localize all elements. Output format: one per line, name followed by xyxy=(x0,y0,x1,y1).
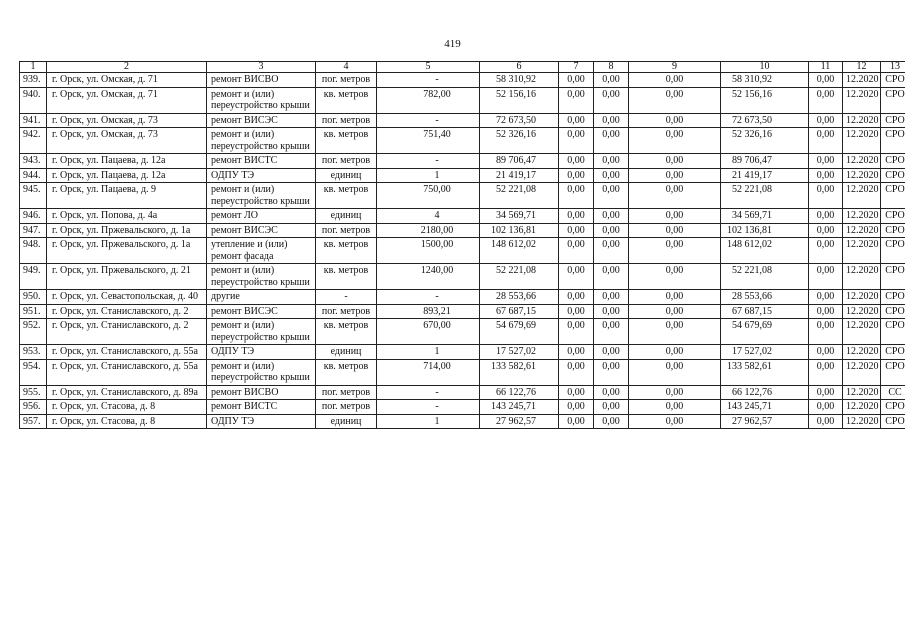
table-cell: г. Орск, ул. Пацаева, д. 9 xyxy=(47,183,207,209)
table-cell: 0,00 xyxy=(559,154,594,169)
table-cell: другие xyxy=(207,290,316,305)
table-cell: 0,00 xyxy=(594,264,629,290)
table-cell: ремонт ВИСЭС xyxy=(207,304,316,319)
table-cell: г. Орск, ул. Станиславского, д. 89а xyxy=(47,385,207,400)
table-cell: 0,00 xyxy=(629,223,721,238)
table-cell: г. Орск, ул. Омская, д. 71 xyxy=(47,73,207,88)
table-cell: пог. метров xyxy=(316,385,377,400)
table-row xyxy=(20,414,905,429)
table-cell: 957. xyxy=(20,414,47,429)
table-cell: 955. xyxy=(20,385,47,400)
table-cell: кв. метров xyxy=(316,359,377,385)
table-cell: 1 xyxy=(377,345,480,360)
table-cell: 12.2020 xyxy=(843,400,881,415)
table-cell: 0,00 xyxy=(809,128,843,154)
header-cell: 7 xyxy=(559,62,594,73)
table-cell: 0,00 xyxy=(594,209,629,224)
table-cell: 52 221,08 xyxy=(480,183,559,209)
table-cell: 12.2020 xyxy=(843,87,881,113)
table-cell: единиц xyxy=(316,345,377,360)
header-cell: 8 xyxy=(594,62,629,73)
table-cell: 0,00 xyxy=(629,183,721,209)
table-cell: 52 326,16 xyxy=(480,128,559,154)
table-cell: 0,00 xyxy=(629,264,721,290)
table-cell: 72 673,50 xyxy=(480,113,559,128)
table-cell: 945. xyxy=(20,183,47,209)
table-row xyxy=(20,128,905,154)
table-cell: СРО xyxy=(881,345,905,360)
table-cell: 12.2020 xyxy=(843,128,881,154)
table-cell: 0,00 xyxy=(559,359,594,385)
table-cell: 943. xyxy=(20,154,47,169)
table-cell: 0,00 xyxy=(629,209,721,224)
header-cell: 4 xyxy=(316,62,377,73)
table-cell: - xyxy=(377,113,480,128)
table-cell: 21 419,17 xyxy=(480,168,559,183)
table-cell: 12.2020 xyxy=(843,154,881,169)
table-cell: 0,00 xyxy=(809,73,843,88)
table-cell: 0,00 xyxy=(559,87,594,113)
table-cell: единиц xyxy=(316,209,377,224)
header-cell: 10 xyxy=(721,62,809,73)
table-cell: 0,00 xyxy=(629,73,721,88)
table-cell: г. Орск, ул. Пржевальского, д. 1а xyxy=(47,238,207,264)
table-cell: 143 245,71 xyxy=(480,400,559,415)
table-cell: ремонт ВИСВО xyxy=(207,73,316,88)
table-cell: СРО xyxy=(881,73,905,88)
table-cell: 28 553,66 xyxy=(721,290,809,305)
table-cell: г. Орск, ул. Станиславского, д. 55а xyxy=(47,359,207,385)
table-cell: 72 673,50 xyxy=(721,113,809,128)
table-cell: 58 310,92 xyxy=(480,73,559,88)
table-cell: 0,00 xyxy=(594,385,629,400)
table-cell: СРО xyxy=(881,168,905,183)
table-cell: СРО xyxy=(881,400,905,415)
table-cell: СРО xyxy=(881,414,905,429)
table-cell: - xyxy=(377,73,480,88)
table-cell: 670,00 xyxy=(377,319,480,345)
table-cell: 0,00 xyxy=(594,87,629,113)
table-cell: 0,00 xyxy=(629,414,721,429)
table-cell: 89 706,47 xyxy=(480,154,559,169)
table-cell: 0,00 xyxy=(629,113,721,128)
table-row xyxy=(20,290,905,305)
table-cell: 0,00 xyxy=(809,414,843,429)
table-cell: 0,00 xyxy=(594,304,629,319)
table-cell: г. Орск, ул. Омская, д. 73 xyxy=(47,113,207,128)
table-cell: 0,00 xyxy=(809,238,843,264)
table-cell: г. Орск, ул. Стасова, д. 8 xyxy=(47,400,207,415)
table-cell: ремонт ВИСВО xyxy=(207,385,316,400)
table-cell: кв. метров xyxy=(316,128,377,154)
table-row xyxy=(20,345,905,360)
header-cell: 5 xyxy=(377,62,480,73)
table-cell: пог. метров xyxy=(316,304,377,319)
table-cell: 782,00 xyxy=(377,87,480,113)
table-cell: 0,00 xyxy=(559,128,594,154)
table-cell: 947. xyxy=(20,223,47,238)
table-cell: г. Орск, ул. Станиславского, д. 2 xyxy=(47,304,207,319)
table-row xyxy=(20,304,905,319)
table-cell: 52 221,08 xyxy=(480,264,559,290)
table-cell: 12.2020 xyxy=(843,385,881,400)
table-cell: 0,00 xyxy=(809,345,843,360)
table-cell: 0,00 xyxy=(809,264,843,290)
table-cell: 12.2020 xyxy=(843,264,881,290)
table-row xyxy=(20,154,905,169)
table-cell: 52 326,16 xyxy=(721,128,809,154)
table-cell: ремонт и (или) переустройство крыши xyxy=(207,359,316,385)
table-row xyxy=(20,264,905,290)
table-cell: г. Орск, ул. Омская, д. 71 xyxy=(47,87,207,113)
table-cell: ОДПУ ТЭ xyxy=(207,414,316,429)
table-cell: 0,00 xyxy=(559,345,594,360)
table-cell: 939. xyxy=(20,73,47,88)
table-cell: 0,00 xyxy=(594,128,629,154)
table-cell: пог. метров xyxy=(316,113,377,128)
table-row xyxy=(20,183,905,209)
table-cell: 0,00 xyxy=(594,223,629,238)
table-cell: 0,00 xyxy=(559,319,594,345)
table-cell: 0,00 xyxy=(559,264,594,290)
table-cell: 102 136,81 xyxy=(480,223,559,238)
table-cell: 52 221,08 xyxy=(721,264,809,290)
table-row xyxy=(20,113,905,128)
table-cell: 21 419,17 xyxy=(721,168,809,183)
table-cell: 12.2020 xyxy=(843,209,881,224)
table-cell: пог. метров xyxy=(316,400,377,415)
table-cell: 0,00 xyxy=(594,113,629,128)
table-cell: 54 679,69 xyxy=(721,319,809,345)
table-row xyxy=(20,385,905,400)
table-cell: 0,00 xyxy=(809,168,843,183)
table-row xyxy=(20,73,905,88)
table-cell: 954. xyxy=(20,359,47,385)
table-cell: 0,00 xyxy=(559,238,594,264)
table-cell: 0,00 xyxy=(629,304,721,319)
table-cell: СРО xyxy=(881,359,905,385)
table-cell: 893,21 xyxy=(377,304,480,319)
table-cell: 0,00 xyxy=(809,154,843,169)
table-cell: 58 310,92 xyxy=(721,73,809,88)
table-cell: ремонт и (или) переустройство крыши xyxy=(207,183,316,209)
table-cell: 714,00 xyxy=(377,359,480,385)
table-cell: 948. xyxy=(20,238,47,264)
table-cell: 0,00 xyxy=(594,238,629,264)
page-number: 419 xyxy=(444,38,461,50)
table-cell: 52 221,08 xyxy=(721,183,809,209)
table-cell: 0,00 xyxy=(809,359,843,385)
table-cell: СРО xyxy=(881,304,905,319)
table-cell: ОДПУ ТЭ xyxy=(207,168,316,183)
table-cell: 66 122,76 xyxy=(480,385,559,400)
table-cell: 0,00 xyxy=(629,87,721,113)
table-cell: 1 xyxy=(377,414,480,429)
table-cell: 940. xyxy=(20,87,47,113)
table-cell: г. Орск, ул. Пржевальского, д. 1а xyxy=(47,223,207,238)
table-cell: 952. xyxy=(20,319,47,345)
table-cell: ремонт ВИСЭС xyxy=(207,223,316,238)
table-cell: СРО xyxy=(881,319,905,345)
table-cell: 946. xyxy=(20,209,47,224)
table-cell: г. Орск, ул. Попова, д. 4а xyxy=(47,209,207,224)
table-cell: 133 582,61 xyxy=(480,359,559,385)
table-cell: 0,00 xyxy=(594,183,629,209)
table-row xyxy=(20,319,905,345)
table-cell: 67 687,15 xyxy=(480,304,559,319)
header-cell: 2 xyxy=(47,62,207,73)
table-cell: 66 122,76 xyxy=(721,385,809,400)
table-cell: 0,00 xyxy=(809,385,843,400)
header-cell: 6 xyxy=(480,62,559,73)
table-cell: ОДПУ ТЭ xyxy=(207,345,316,360)
table-cell: СРО xyxy=(881,87,905,113)
table-cell: 0,00 xyxy=(809,319,843,345)
table-cell: 0,00 xyxy=(559,168,594,183)
table-cell: 949. xyxy=(20,264,47,290)
table-cell: ремонт ВИСЭС xyxy=(207,113,316,128)
table-cell: - xyxy=(377,400,480,415)
table-cell: СРО xyxy=(881,290,905,305)
table-cell: 0,00 xyxy=(629,290,721,305)
table-cell: 0,00 xyxy=(809,400,843,415)
table-cell: 1500,00 xyxy=(377,238,480,264)
table-cell: ремонт и (или) переустройство крыши xyxy=(207,319,316,345)
table-cell: 54 679,69 xyxy=(480,319,559,345)
table-cell: кв. метров xyxy=(316,87,377,113)
table-cell: ремонт и (или) переустройство крыши xyxy=(207,87,316,113)
table-cell: 0,00 xyxy=(559,414,594,429)
table-cell: ремонт и (или) переустройство крыши xyxy=(207,264,316,290)
table-cell: 950. xyxy=(20,290,47,305)
table-cell: 0,00 xyxy=(594,154,629,169)
table-cell: 12.2020 xyxy=(843,359,881,385)
table-cell: ремонт ЛО xyxy=(207,209,316,224)
table-cell: 27 962,57 xyxy=(721,414,809,429)
table-row xyxy=(20,238,905,264)
table-cell: 0,00 xyxy=(629,238,721,264)
table-cell: 0,00 xyxy=(594,359,629,385)
table-cell: 0,00 xyxy=(629,128,721,154)
table-cell: 0,00 xyxy=(594,414,629,429)
table-cell: 0,00 xyxy=(594,168,629,183)
table-cell: 750,00 xyxy=(377,183,480,209)
table-cell: СС xyxy=(881,385,905,400)
table-cell: 12.2020 xyxy=(843,168,881,183)
table-row xyxy=(20,359,905,385)
table-cell: - xyxy=(316,290,377,305)
table-cell: пог. метров xyxy=(316,223,377,238)
table-cell: кв. метров xyxy=(316,319,377,345)
table-cell: кв. метров xyxy=(316,183,377,209)
table-cell: 17 527,02 xyxy=(480,345,559,360)
header-cell: 3 xyxy=(207,62,316,73)
table-cell: 0,00 xyxy=(594,400,629,415)
table-cell: кв. метров xyxy=(316,264,377,290)
table-cell: 143 245,71 xyxy=(721,400,809,415)
table-cell: 12.2020 xyxy=(843,238,881,264)
table-cell: единиц xyxy=(316,414,377,429)
table-cell: г. Орск, ул. Пацаева, д. 12а xyxy=(47,154,207,169)
table-cell: 12.2020 xyxy=(843,223,881,238)
table-row xyxy=(20,400,905,415)
table-cell: 148 612,02 xyxy=(721,238,809,264)
table-cell: 0,00 xyxy=(559,113,594,128)
table-cell: 52 156,16 xyxy=(480,87,559,113)
table-cell: СРО xyxy=(881,264,905,290)
table-cell: - xyxy=(377,154,480,169)
table-cell: 951. xyxy=(20,304,47,319)
table-cell: 148 612,02 xyxy=(480,238,559,264)
table-cell: 944. xyxy=(20,168,47,183)
table-cell: 1240,00 xyxy=(377,264,480,290)
table-cell: г. Орск, ул. Станиславского, д. 2 xyxy=(47,319,207,345)
table-cell: 12.2020 xyxy=(843,319,881,345)
table-cell: СРО xyxy=(881,154,905,169)
table-cell: 0,00 xyxy=(809,304,843,319)
table-cell: 34 569,71 xyxy=(480,209,559,224)
table-cell: 27 962,57 xyxy=(480,414,559,429)
table-cell: 12.2020 xyxy=(843,183,881,209)
table-cell: 12.2020 xyxy=(843,73,881,88)
table-cell: 12.2020 xyxy=(843,113,881,128)
table-cell: 28 553,66 xyxy=(480,290,559,305)
table-cell: 4 xyxy=(377,209,480,224)
table-cell: СРО xyxy=(881,238,905,264)
table-cell: 12.2020 xyxy=(843,304,881,319)
table-cell: 0,00 xyxy=(594,319,629,345)
table-cell: 0,00 xyxy=(809,209,843,224)
table-cell: 0,00 xyxy=(594,290,629,305)
table-cell: пог. метров xyxy=(316,73,377,88)
table-cell: 17 527,02 xyxy=(721,345,809,360)
header-cell: 1 xyxy=(20,62,47,73)
table-cell: 102 136,81 xyxy=(721,223,809,238)
table-cell: ремонт ВИСТС xyxy=(207,154,316,169)
table-cell: 12.2020 xyxy=(843,414,881,429)
table-cell: - xyxy=(377,290,480,305)
table-cell: 751,40 xyxy=(377,128,480,154)
table-cell: 0,00 xyxy=(629,400,721,415)
table-cell: 89 706,47 xyxy=(721,154,809,169)
table-cell: г. Орск, ул. Стасова, д. 8 xyxy=(47,414,207,429)
table-cell: 0,00 xyxy=(559,385,594,400)
table-row xyxy=(20,223,905,238)
table-cell: г. Орск, ул. Севастопольская, д. 40 xyxy=(47,290,207,305)
table-cell: 0,00 xyxy=(594,345,629,360)
table-cell: 133 582,61 xyxy=(721,359,809,385)
table-cell: 0,00 xyxy=(559,290,594,305)
table-cell: кв. метров xyxy=(316,238,377,264)
table-row xyxy=(20,168,905,183)
table-cell: г. Орск, ул. Омская, д. 73 xyxy=(47,128,207,154)
table-cell: 0,00 xyxy=(809,87,843,113)
table-cell: СРО xyxy=(881,128,905,154)
table-cell: 953. xyxy=(20,345,47,360)
table-cell: 12.2020 xyxy=(843,345,881,360)
table-cell: г. Орск, ул. Пржевальского, д. 21 xyxy=(47,264,207,290)
table-cell: 0,00 xyxy=(559,400,594,415)
table-cell: 942. xyxy=(20,128,47,154)
table-body xyxy=(20,73,905,429)
table-cell: 0,00 xyxy=(559,223,594,238)
table-cell: 0,00 xyxy=(594,73,629,88)
table-cell: 0,00 xyxy=(559,304,594,319)
table-cell: 0,00 xyxy=(629,345,721,360)
table-row xyxy=(20,209,905,224)
table-cell: СРО xyxy=(881,113,905,128)
table-cell: 2180,00 xyxy=(377,223,480,238)
table-cell: утепление и (или) ремонт фасада xyxy=(207,238,316,264)
table-cell: 0,00 xyxy=(809,183,843,209)
table-cell: 0,00 xyxy=(629,319,721,345)
table-cell: 0,00 xyxy=(559,183,594,209)
table-cell: 0,00 xyxy=(629,168,721,183)
table-cell: 0,00 xyxy=(809,290,843,305)
header-cell: 11 xyxy=(809,62,843,73)
header-cell: 12 xyxy=(843,62,881,73)
table-cell: 1 xyxy=(377,168,480,183)
table-cell: 12.2020 xyxy=(843,290,881,305)
table-cell: 0,00 xyxy=(559,209,594,224)
table-cell: 941. xyxy=(20,113,47,128)
table-cell: г. Орск, ул. Станиславского, д. 55а xyxy=(47,345,207,360)
table-cell: ремонт и (или) переустройство крыши xyxy=(207,128,316,154)
table-cell: 0,00 xyxy=(559,73,594,88)
table-cell: 0,00 xyxy=(809,113,843,128)
table-row xyxy=(20,87,905,113)
table-header xyxy=(20,62,905,73)
table-cell: 0,00 xyxy=(629,154,721,169)
table-cell: ремонт ВИСТС xyxy=(207,400,316,415)
table-cell: единиц xyxy=(316,168,377,183)
table-cell: - xyxy=(377,385,480,400)
table-cell: г. Орск, ул. Пацаева, д. 12а xyxy=(47,168,207,183)
works-table xyxy=(19,61,905,429)
table-cell: СРО xyxy=(881,223,905,238)
table-cell: пог. метров xyxy=(316,154,377,169)
table-cell: СРО xyxy=(881,209,905,224)
table-cell: 67 687,15 xyxy=(721,304,809,319)
header-cell: 9 xyxy=(629,62,721,73)
table-cell: 956. xyxy=(20,400,47,415)
table-cell: СРО xyxy=(881,183,905,209)
table-cell: 0,00 xyxy=(809,223,843,238)
header-cell: 13 xyxy=(881,62,905,73)
table-cell: 34 569,71 xyxy=(721,209,809,224)
table-cell: 0,00 xyxy=(629,359,721,385)
table-cell: 52 156,16 xyxy=(721,87,809,113)
table-cell: 0,00 xyxy=(629,385,721,400)
